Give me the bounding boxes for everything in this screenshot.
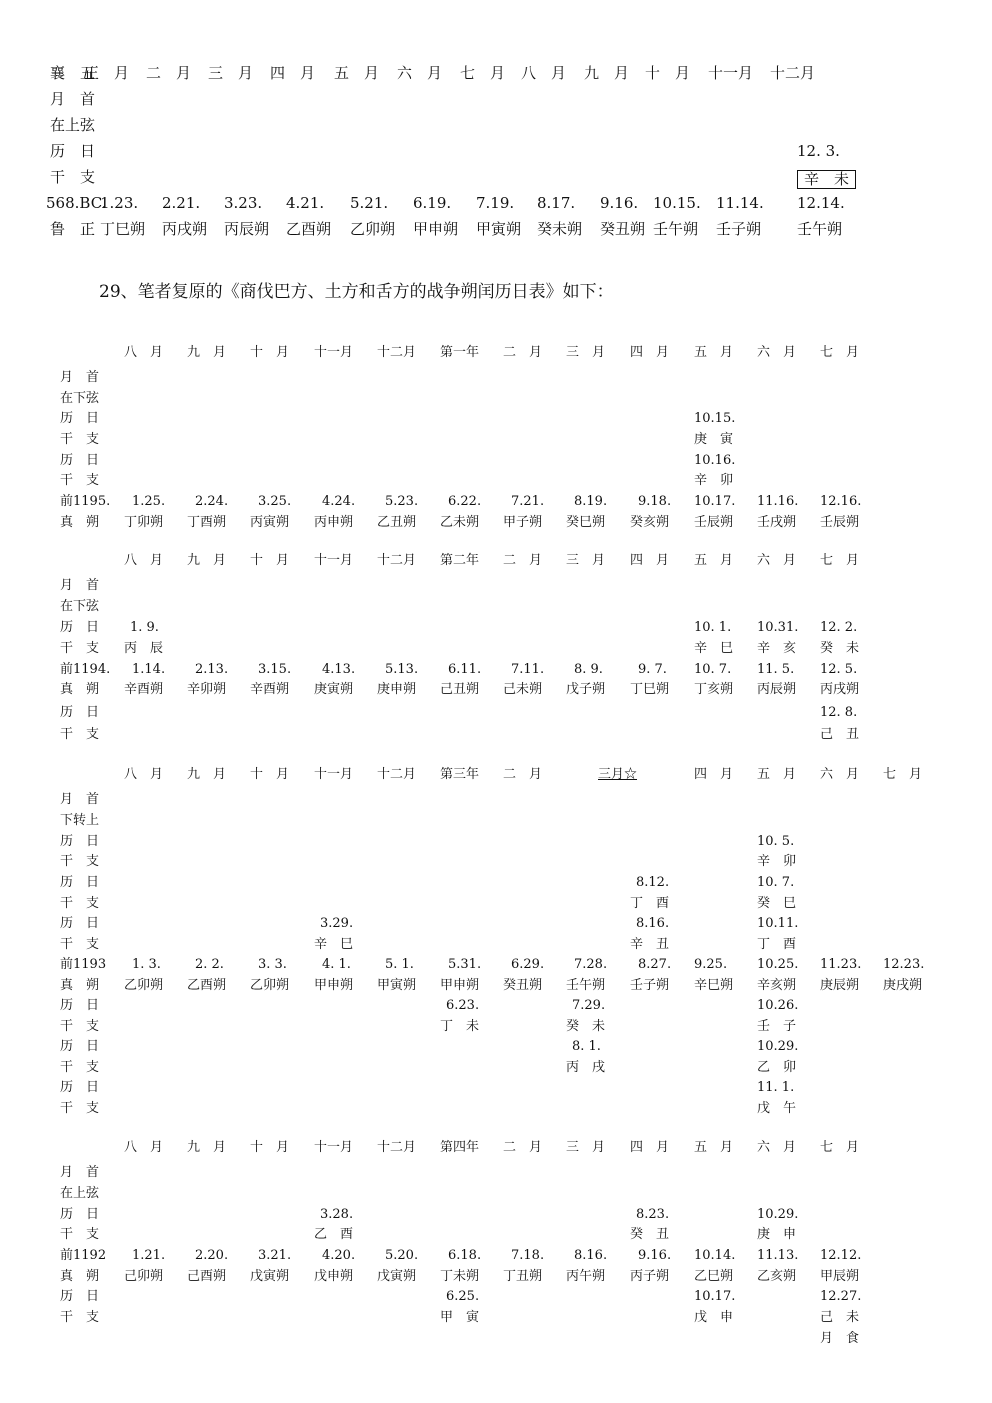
calendar-cell: 丙辰朔 <box>757 682 797 697</box>
calendar-cell: 己丑朔 <box>440 682 480 697</box>
calendar-cell: 2.24. <box>195 494 229 509</box>
table1-cell: 5.21. <box>350 194 389 212</box>
calendar-cell: 10.29. <box>757 1207 799 1222</box>
calendar-cell: 庚寅朔 <box>314 682 354 697</box>
calendar-row-label: 干 支 <box>60 1227 100 1242</box>
table1-month-header: 七 月 <box>460 64 506 82</box>
calendar-row-label: 历 日 <box>60 453 100 468</box>
calendar-cell: 10.17. <box>694 494 736 509</box>
calendar-cell: 壬戌朔 <box>757 515 797 530</box>
calendar-row-label: 前1192 <box>60 1248 107 1263</box>
calendar-month-header: 十一月 <box>314 345 354 360</box>
calendar-row-label: 月 首 <box>60 792 100 807</box>
calendar-month-header: 十二月 <box>377 767 417 782</box>
calendar-cell: 乙 卯 <box>757 1060 797 1075</box>
calendar-cell: 己未朔 <box>503 682 543 697</box>
calendar-cell: 11. 1. <box>757 1080 795 1095</box>
table1-month-header: 六 月 <box>397 64 443 82</box>
calendar-row-label: 干 支 <box>60 473 100 488</box>
calendar-cell: 1. 9. <box>130 620 159 635</box>
calendar-month-header: 七 月 <box>883 767 923 782</box>
calendar-row-label: 干 支 <box>60 1019 100 1034</box>
calendar-cell: 4. 1. <box>322 957 351 972</box>
calendar-cell: 6.25. <box>446 1289 480 1304</box>
calendar-month-header: 三 月 <box>566 1140 606 1155</box>
calendar-month-header: 第一年 <box>440 345 480 360</box>
calendar-cell: 7.28. <box>574 957 608 972</box>
calendar-cell: 戊寅朔 <box>377 1269 417 1284</box>
calendar-month-header: 第三年 <box>440 767 480 782</box>
table1-cell: 丁巳朔 <box>100 220 146 238</box>
calendar-cell: 癸丑朔 <box>503 978 543 993</box>
table1-cell: 壬子朔 <box>716 220 762 238</box>
table1-cell: 11.14. <box>716 194 764 212</box>
calendar-month-header: 二 月 <box>503 553 543 568</box>
calendar-row-label: 干 支 <box>60 896 100 911</box>
table1-month-header: 二 月 <box>146 64 192 82</box>
calendar-row-label: 干 支 <box>60 1101 100 1116</box>
calendar-month-header: 六 月 <box>820 767 860 782</box>
calendar-month-header: 四 月 <box>630 1140 670 1155</box>
table1-cell: 8.17. <box>537 194 576 212</box>
calendar-cell: 甲申朔 <box>440 978 480 993</box>
calendar-cell: 丁酉朔 <box>187 515 227 530</box>
calendar-row-label: 干 支 <box>60 1060 100 1075</box>
calendar-month-header: 四 月 <box>630 553 670 568</box>
calendar-cell: 3.15. <box>258 662 292 677</box>
table1-cell: 辛 未 <box>797 170 856 189</box>
calendar-month-header: 九 月 <box>187 767 227 782</box>
calendar-cell: 癸巳朔 <box>566 515 606 530</box>
calendar-cell: 8.16. <box>636 916 670 931</box>
calendar-month-header: 二 月 <box>503 345 543 360</box>
calendar-row-label: 历 日 <box>60 1080 100 1095</box>
calendar-row-label: 历 日 <box>60 1207 100 1222</box>
calendar-month-header: 第二年 <box>440 553 480 568</box>
calendar-cell: 10. 5. <box>757 834 795 849</box>
calendar-cell: 己 丑 <box>820 727 860 742</box>
calendar-cell: 甲申朔 <box>314 978 354 993</box>
table1-cell: 2.21. <box>162 194 201 212</box>
calendar-cell: 2.13. <box>195 662 229 677</box>
calendar-cell: 甲辰朔 <box>820 1269 860 1284</box>
calendar-month-header: 十 月 <box>250 1140 290 1155</box>
calendar-cell: 9.16. <box>638 1248 672 1263</box>
calendar-cell: 乙卯朔 <box>124 978 164 993</box>
calendar-month-header: 第四年 <box>440 1140 480 1155</box>
calendar-month-header: 十一月 <box>314 553 354 568</box>
calendar-cell: 10.25. <box>757 957 799 972</box>
table1-cell: 3.23. <box>224 194 263 212</box>
table1-cell: 12. 3. <box>797 142 840 160</box>
calendar-cell: 壬 子 <box>757 1019 797 1034</box>
calendar-cell: 3.28. <box>320 1207 354 1222</box>
table1-month-header: 八 月 <box>521 64 567 82</box>
calendar-month-header: 四 月 <box>694 767 734 782</box>
calendar-cell: 6.29. <box>511 957 545 972</box>
table1-cell: 癸未朔 <box>537 220 583 238</box>
calendar-month-header: 十 月 <box>250 345 290 360</box>
calendar-month-header: 十二月 <box>377 1140 417 1155</box>
calendar-row-label: 月 首 <box>60 578 100 593</box>
calendar-cell: 癸 未 <box>566 1019 606 1034</box>
calendar-cell: 甲 寅 <box>440 1310 480 1325</box>
calendar-cell: 辛 亥 <box>757 641 797 656</box>
calendar-cell: 庚戌朔 <box>883 978 923 993</box>
calendar-cell: 2.20. <box>195 1248 229 1263</box>
calendar-cell: 9. 7. <box>638 662 667 677</box>
calendar-cell: 乙酉朔 <box>187 978 227 993</box>
table1-cell: 癸丑朔 <box>600 220 646 238</box>
table1-row-label: 在上弦 <box>50 116 96 134</box>
calendar-cell: 戊子朔 <box>566 682 606 697</box>
calendar-cell: 丙戌朔 <box>820 682 860 697</box>
table1-cell: 甲寅朔 <box>476 220 522 238</box>
calendar-cell: 辛 卯 <box>694 473 734 488</box>
calendar-cell: 3.21. <box>258 1248 292 1263</box>
calendar-cell: 月 食 <box>820 1331 860 1346</box>
calendar-cell: 5.20. <box>385 1248 419 1263</box>
calendar-cell: 6.18. <box>448 1248 482 1263</box>
table1-month-header: 十 月 <box>645 64 691 82</box>
calendar-cell: 12. 8. <box>820 705 858 720</box>
calendar-row-label: 前1193 <box>60 957 107 972</box>
calendar-cell: 10. 1. <box>694 620 732 635</box>
calendar-cell: 2. 2. <box>195 957 224 972</box>
calendar-month-header: 九 月 <box>187 1140 227 1155</box>
calendar-cell: 6.22. <box>448 494 482 509</box>
calendar-cell: 5. 1. <box>385 957 414 972</box>
table1-cell: 9.16. <box>600 194 639 212</box>
calendar-cell: 壬午朔 <box>566 978 606 993</box>
calendar-cell: 辛 巳 <box>694 641 734 656</box>
calendar-cell: 癸 未 <box>820 641 860 656</box>
calendar-cell: 壬子朔 <box>630 978 670 993</box>
calendar-cell: 壬辰朔 <box>820 515 860 530</box>
calendar-row-label: 前1195. <box>60 494 111 509</box>
calendar-month-header: 六 月 <box>757 553 797 568</box>
calendar-row-label: 在下弦 <box>60 599 100 614</box>
table1-cell: 6.19. <box>413 194 452 212</box>
calendar-cell: 戊 午 <box>757 1101 797 1116</box>
calendar-row-label: 历 日 <box>60 705 100 720</box>
calendar-cell: 丙 辰 <box>124 641 164 656</box>
calendar-cell: 8.16. <box>574 1248 608 1263</box>
calendar-cell: 4.20. <box>322 1248 356 1263</box>
calendar-cell: 乙未朔 <box>440 515 480 530</box>
table1-cell: 乙卯朔 <box>350 220 396 238</box>
calendar-cell: 丁 酉 <box>757 937 797 952</box>
calendar-cell: 10.15. <box>694 411 736 426</box>
calendar-month-header: 八 月 <box>124 767 164 782</box>
calendar-row-label: 历 日 <box>60 1039 100 1054</box>
calendar-cell: 10.31. <box>757 620 799 635</box>
calendar-cell: 癸亥朔 <box>630 515 670 530</box>
calendar-month-header: 六 月 <box>757 1140 797 1155</box>
calendar-month-header: 十一月 <box>314 767 354 782</box>
calendar-cell: 8. 9. <box>574 662 603 677</box>
table1-month-header: 五 月 <box>334 64 380 82</box>
calendar-cell: 12. 5. <box>820 662 858 677</box>
calendar-cell: 壬辰朔 <box>694 515 734 530</box>
calendar-cell: 11.16. <box>757 494 799 509</box>
table1-month-header: 十一月 <box>708 64 754 82</box>
table1-cell: 1.23. <box>100 194 139 212</box>
calendar-cell: 12.27. <box>820 1289 862 1304</box>
calendar-month-header: 五 月 <box>694 345 734 360</box>
table1-cell: 壬午朔 <box>653 220 699 238</box>
calendar-month-header: 九 月 <box>187 345 227 360</box>
calendar-cell: 辛 卯 <box>757 854 797 869</box>
calendar-cell: 己卯朔 <box>124 1269 164 1284</box>
calendar-cell: 8.19. <box>574 494 608 509</box>
table1-month-header: 正 月 <box>84 64 130 82</box>
calendar-cell: 丙子朔 <box>630 1269 670 1284</box>
section-heading: 29、笔者复原的《商伐巴方、土方和舌方的战争朔闰历日表》如下： <box>99 282 614 302</box>
calendar-cell: 8.23. <box>636 1207 670 1222</box>
calendar-cell: 丁亥朔 <box>694 682 734 697</box>
table1-cell: 7.19. <box>476 194 515 212</box>
table1-month-header: 四 月 <box>270 64 316 82</box>
calendar-month-header: 四 月 <box>630 345 670 360</box>
calendar-cell: 5.31. <box>448 957 482 972</box>
calendar-row-label: 历 日 <box>60 834 100 849</box>
calendar-cell: 丁未朔 <box>440 1269 480 1284</box>
calendar-row-label: 历 日 <box>60 1289 100 1304</box>
calendar-row-label: 月 首 <box>60 1165 100 1180</box>
calendar-cell: 乙巳朔 <box>694 1269 734 1284</box>
table1-month-header: 三 月 <box>208 64 254 82</box>
calendar-row-label: 在上弦 <box>60 1186 100 1201</box>
calendar-month-header: 七 月 <box>820 1140 860 1155</box>
calendar-cell: 甲子朔 <box>503 515 543 530</box>
calendar-row-label: 干 支 <box>60 727 100 742</box>
calendar-cell: 庚申朔 <box>377 682 417 697</box>
calendar-month-header: 十一月 <box>314 1140 354 1155</box>
calendar-cell: 12. 2. <box>820 620 858 635</box>
calendar-cell: 12.16. <box>820 494 862 509</box>
calendar-row-label: 干 支 <box>60 432 100 447</box>
calendar-month-header: 二 月 <box>503 767 543 782</box>
calendar-cell: 丙申朔 <box>314 515 354 530</box>
calendar-cell: 8.27. <box>638 957 672 972</box>
calendar-month-header: 三 月 <box>566 345 606 360</box>
calendar-cell: 辛卯朔 <box>187 682 227 697</box>
calendar-row-label: 真 朔 <box>60 682 100 697</box>
calendar-cell: 丁 未 <box>440 1019 480 1034</box>
calendar-cell: 戊寅朔 <box>250 1269 290 1284</box>
table1-cell: 甲申朔 <box>413 220 459 238</box>
calendar-cell: 7.29. <box>572 998 606 1013</box>
calendar-cell: 丁 酉 <box>630 896 670 911</box>
calendar-cell: 12.23. <box>883 957 925 972</box>
calendar-cell: 丁卯朔 <box>124 515 164 530</box>
calendar-cell: 戊申朔 <box>314 1269 354 1284</box>
table1-row-label: 568.BC. <box>46 194 107 212</box>
calendar-month-header: 三月☆ <box>598 767 638 782</box>
calendar-month-header: 九 月 <box>187 553 227 568</box>
calendar-cell: 1.25. <box>132 494 166 509</box>
calendar-cell: 6.11. <box>448 662 482 677</box>
calendar-cell: 辛巳朔 <box>694 978 734 993</box>
calendar-cell: 4.13. <box>322 662 356 677</box>
calendar-cell: 庚辰朔 <box>820 978 860 993</box>
calendar-row-label: 下转上 <box>60 813 100 828</box>
calendar-month-header: 三 月 <box>566 553 606 568</box>
calendar-cell: 庚 申 <box>757 1227 797 1242</box>
calendar-row-label: 干 支 <box>60 854 100 869</box>
calendar-month-header: 六 月 <box>757 345 797 360</box>
calendar-cell: 辛酉朔 <box>250 682 290 697</box>
calendar-cell: 3.25. <box>258 494 292 509</box>
calendar-cell: 3. 3. <box>258 957 287 972</box>
calendar-cell: 戊 申 <box>694 1310 734 1325</box>
calendar-cell: 癸 丑 <box>630 1227 670 1242</box>
calendar-month-header: 十 月 <box>250 553 290 568</box>
calendar-cell: 11.23. <box>820 957 862 972</box>
calendar-cell: 10.26. <box>757 998 799 1013</box>
table1-cell: 丙戌朔 <box>162 220 208 238</box>
calendar-row-label: 真 朔 <box>60 978 100 993</box>
calendar-month-header: 七 月 <box>820 345 860 360</box>
table1-row-label: 历 日 <box>50 142 96 160</box>
calendar-cell: 1. 3. <box>132 957 161 972</box>
calendar-month-header: 二 月 <box>503 1140 543 1155</box>
calendar-cell: 辛酉朔 <box>124 682 164 697</box>
calendar-month-header: 八 月 <box>124 345 164 360</box>
calendar-cell: 11.13. <box>757 1248 799 1263</box>
calendar-row-label: 历 日 <box>60 620 100 635</box>
calendar-cell: 丁巳朔 <box>630 682 670 697</box>
calendar-month-header: 十二月 <box>377 553 417 568</box>
calendar-month-header: 八 月 <box>124 1140 164 1155</box>
calendar-cell: 乙亥朔 <box>757 1269 797 1284</box>
calendar-cell: 己 未 <box>820 1310 860 1325</box>
calendar-row-label: 干 支 <box>60 641 100 656</box>
table1-cell: 4.21. <box>286 194 325 212</box>
calendar-cell: 11. 5. <box>757 662 795 677</box>
calendar-cell: 8. 1. <box>572 1039 601 1054</box>
calendar-cell: 10.14. <box>694 1248 736 1263</box>
calendar-cell: 7.11. <box>511 662 545 677</box>
calendar-cell: 6.23. <box>446 998 480 1013</box>
calendar-cell: 7.21. <box>511 494 545 509</box>
calendar-cell: 8.12. <box>636 875 670 890</box>
table1-row-label: 鲁 正 <box>50 220 96 238</box>
calendar-row-label: 月 首 <box>60 370 100 385</box>
calendar-cell: 乙丑朔 <box>377 515 417 530</box>
calendar-cell: 1.21. <box>132 1248 166 1263</box>
calendar-month-header: 七 月 <box>820 553 860 568</box>
calendar-cell: 丙 戌 <box>566 1060 606 1075</box>
calendar-row-label: 干 支 <box>60 1310 100 1325</box>
calendar-row-label: 历 日 <box>60 916 100 931</box>
calendar-month-header: 五 月 <box>694 1140 734 1155</box>
calendar-cell: 10.16. <box>694 453 736 468</box>
calendar-row-label: 历 日 <box>60 998 100 1013</box>
table1-row-label: 月 首 <box>50 90 96 108</box>
calendar-cell: 10.17. <box>694 1289 736 1304</box>
calendar-cell: 9.18. <box>638 494 672 509</box>
calendar-cell: 己酉朔 <box>187 1269 227 1284</box>
calendar-cell: 7.18. <box>511 1248 545 1263</box>
calendar-cell: 4.24. <box>322 494 356 509</box>
calendar-cell: 丙寅朔 <box>250 515 290 530</box>
calendar-cell: 辛亥朔 <box>757 978 797 993</box>
calendar-cell: 9.25. <box>694 957 728 972</box>
calendar-row-label: 历 日 <box>60 875 100 890</box>
calendar-cell: 10.29. <box>757 1039 799 1054</box>
calendar-cell: 辛 巳 <box>314 937 354 952</box>
calendar-row-label: 真 朔 <box>60 1269 100 1284</box>
calendar-cell: 5.13. <box>385 662 419 677</box>
calendar-cell: 10. 7. <box>757 875 795 890</box>
calendar-cell: 10. 7. <box>694 662 732 677</box>
table1-cell: 10.15. <box>653 194 701 212</box>
calendar-cell: 5.23. <box>385 494 419 509</box>
calendar-cell: 12.12. <box>820 1248 862 1263</box>
calendar-cell: 3.29. <box>320 916 354 931</box>
table1-cell: 丙辰朔 <box>224 220 270 238</box>
calendar-month-header: 八 月 <box>124 553 164 568</box>
calendar-month-header: 五 月 <box>694 553 734 568</box>
calendar-month-header: 十二月 <box>377 345 417 360</box>
table1-month-header: 十二月 <box>770 64 816 82</box>
calendar-cell: 乙卯朔 <box>250 978 290 993</box>
calendar-cell: 辛 丑 <box>630 937 670 952</box>
calendar-month-header: 五 月 <box>757 767 797 782</box>
table1-row-label: 干 支 <box>50 168 96 186</box>
calendar-row-label: 真 朔 <box>60 515 100 530</box>
calendar-row-label: 历 日 <box>60 411 100 426</box>
table1-header-label: 襄 五 <box>50 64 96 82</box>
calendar-row-label: 前1194. <box>60 662 111 677</box>
calendar-cell: 乙 酉 <box>314 1227 354 1242</box>
calendar-cell: 庚 寅 <box>694 432 734 447</box>
calendar-row-label: 在下弦 <box>60 391 100 406</box>
table1-cell: 壬午朔 <box>797 220 843 238</box>
table1-cell: 乙酉朔 <box>286 220 332 238</box>
calendar-cell: 癸 巳 <box>757 896 797 911</box>
table1-month-header: 九 月 <box>584 64 630 82</box>
table1-cell: 12.14. <box>797 194 845 212</box>
calendar-row-label: 干 支 <box>60 937 100 952</box>
calendar-cell: 10.11. <box>757 916 799 931</box>
calendar-cell: 1.14. <box>132 662 166 677</box>
calendar-month-header: 十 月 <box>250 767 290 782</box>
calendar-cell: 甲寅朔 <box>377 978 417 993</box>
calendar-cell: 丙午朔 <box>566 1269 606 1284</box>
calendar-cell: 丁丑朔 <box>503 1269 543 1284</box>
